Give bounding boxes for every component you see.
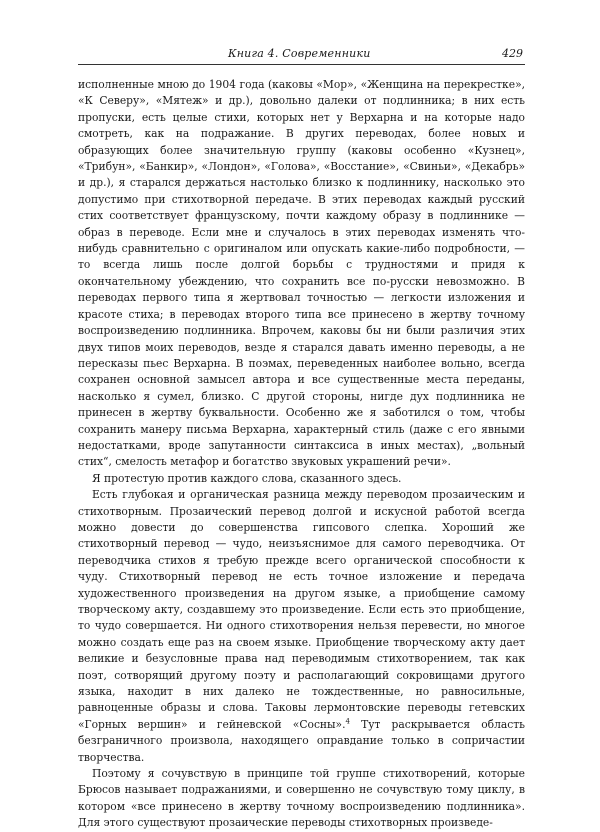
- body-text: [78, 77, 525, 832]
- footnote-marker: 4: [345, 717, 350, 726]
- paragraph-2: Я протестую против каждого слова, сказанного здесь.: [92, 471, 402, 485]
- page-number: 429: [502, 47, 523, 60]
- paragraph-3-text: Есть глубокая и органическая разница между переводом прозаическим и стихотворным. Прозаический перевод долгой и искусной работой всегда можно довести до совершенства гипсового слепка. Хороший же стихотворный перевод — чудо, неизъяснимое для самого переводчика. От переводчика стихов я требую прежде всего органической способности к чуду. Стихотворный перевод не есть точное изложение и передача художественного произведения на другом языке, а приобщение самому творческому акту, создавшему это произведение. Если есть это приобщение, то чудо совершается. Ни одного стихотворения нельзя перевести, но многое можно создать еще раз на своем языке. Приобщение творческому акту дает великие и безусловные права над переводимым стихотворением, так как поэт, сотворящий другому поэту и располагающий сокровищами другого языка, находит в них далеко не тождественные, но равносильные, равноценные образы и слова. Таковы лермонтовские переводы гетевских «Горных вершин» и гейневской «Сосны».: [78, 488, 525, 731]
- running-head-title: Книга 4. Современники: [228, 47, 371, 60]
- running-head: [78, 44, 525, 65]
- paragraph-3: [78, 487, 525, 766]
- book-page: [78, 44, 525, 832]
- paragraph-4: Поэтому я сочувствую в принципе той группе стихотворений, которые Брюсов называет подражаниями, и совершенно не сочувствую тому циклу, в котором «все принесено в жертву точному воспроизведению подлинника». Для этого существуют прозаические переводы стихотворных произведе-: [78, 767, 525, 830]
- paragraph-1: исполненные мною до 1904 года (каковы «Мор», «Женщина на перекрестке», «К Северу», «Мятеж» и др.), довольно далеки от подлинника; в них есть пропуски, есть целые стихи, которых нет у Верхарна и на которые надо смотреть, как на подражание. В других переводах, более новых и образующих более значительную группу (каковы особенно «Кузнец», «Трибун», «Банкир», «Лондон», «Голова», «Восстание», «Свиньи», «Декабрь» и др.), я старался держаться настолько близко к подлиннику, насколько это допустимо при стихотворной передаче. В этих переводах каждый русский стих соответствует французскому, почти каждому образу в подлиннике — образ в переводе. Если мне и случалось в этих переводах изменять что-нибудь сравнительно с оригиналом или опускать какие-либо подробности, — то всегда лишь после долгой борьбы с трудностями и придя к окончательному убеждению, что сохранить все по-русски невозможно. В переводах первого типа я жертвовал точностью — легкости изложения и красоте стиха; в переводах второго типа все принесено в жертву точному воспроизведению подлинника. Впрочем, каковы бы ни были различия этих двух типов моих переводов, везде я старался давать именно переводы, а не пересказы пьес Верхарна. В поэмах, переведенных наиболее вольно, всегда сохранен основной замысел автора и все существенные места переданы, насколько я сумел, близко. С другой стороны, нигде дух подлинника не принесен в жертву буквальности. Особенно же я заботился о том, чтобы сохранить манеру письма Верхарна, характерный стиль (даже с его явными недостатками, вроде запутанности синтаксиса в иных местах), „вольный стих“, смелость метафор и богатство звуковых украшений речи».: [78, 78, 525, 469]
- paragraph-3-tail: Тут раскрывается область безграничного произвола, находящего оправдание только в сопричастии творчества.: [78, 717, 525, 764]
